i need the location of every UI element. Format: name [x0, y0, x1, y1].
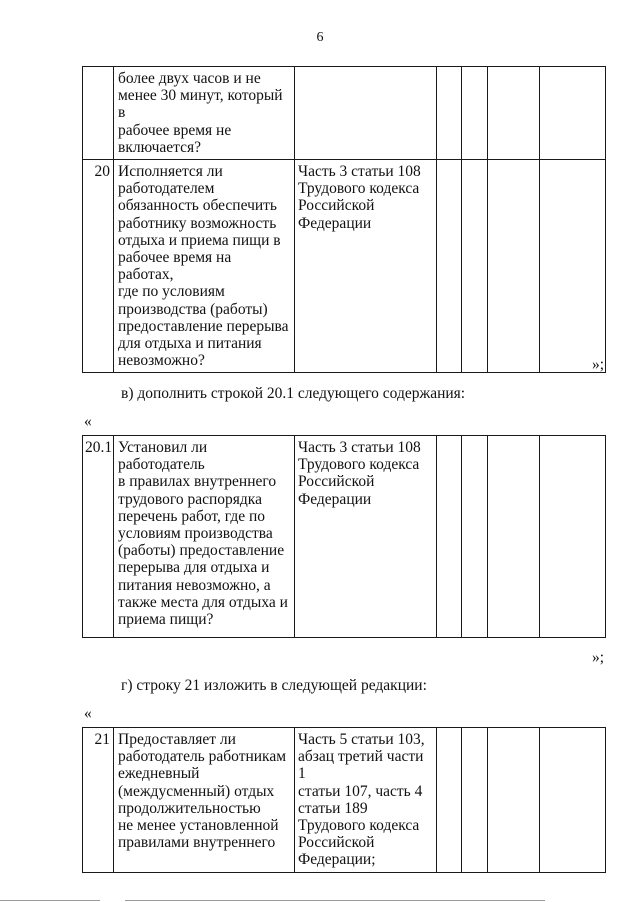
empty-cell	[462, 160, 488, 373]
empty-cell	[540, 160, 606, 373]
empty-cell	[540, 728, 606, 873]
empty-cell	[462, 67, 488, 160]
legal-basis-cell	[295, 67, 437, 160]
empty-cell	[488, 160, 540, 373]
legal-basis-cell: Часть 3 статьи 108 Трудового кодекса Российской Федерации	[295, 436, 437, 638]
table-row	[83, 160, 606, 373]
empty-cell	[437, 160, 462, 373]
empty-cell	[540, 436, 606, 638]
opening-quote: «	[84, 413, 92, 430]
empty-cell	[437, 67, 462, 160]
empty-cell	[462, 436, 488, 638]
question-cell: Исполняется ли работодателем обязанность обеспечить работнику возможность отдыха и приема пищи в рабочее время на работах, где по условиям производства (работы) предоставление перерыва для отдыха и питания невозможно?	[114, 160, 295, 373]
empty-cell	[462, 728, 488, 873]
question-cell: Предоставляет ли работодатель работникам ежедневный (междусменный) отдых продолжительностью не менее установленной правилами внутреннего	[114, 728, 295, 873]
page-number: 6	[316, 30, 324, 45]
checklist-table-3	[82, 727, 606, 873]
opening-quote: «	[84, 705, 92, 722]
table-row	[83, 728, 606, 873]
empty-cell	[540, 67, 606, 160]
row-number: 21	[83, 728, 114, 873]
amendment-instruction-v: в) дополнить строкой 20.1 следующего содержания:	[121, 385, 466, 402]
legal-basis-cell: Часть 5 статьи 103, абзац третий части 1 статьи 107, часть 4 статьи 189 Трудового кодекса Российской Федерации;	[295, 728, 437, 873]
closing-quote: »;	[591, 356, 604, 373]
amendment-instruction-g: г) строку 21 изложить в следующей редакции:	[121, 677, 427, 694]
table-row	[83, 67, 606, 160]
empty-cell	[488, 67, 540, 160]
row-number: 20	[83, 160, 114, 373]
row-number: 20.1	[83, 436, 114, 638]
row-number	[83, 67, 114, 160]
closing-quote: »;	[591, 649, 604, 666]
empty-cell	[488, 436, 540, 638]
scan-artifact-line	[0, 897, 640, 902]
checklist-table-2	[82, 435, 606, 638]
question-cell: Установил ли работодатель в правилах внутреннего трудового распорядка перечень работ, где по условиям производства (работы) предоставление перерыва для отдыха и питания невозможно, а также места для отдыха и приема пищи?	[114, 436, 295, 638]
legal-basis-cell: Часть 3 статьи 108 Трудового кодекса Российской Федерации	[295, 160, 437, 373]
empty-cell	[437, 728, 462, 873]
question-cell: более двух часов и не менее 30 минут, который в рабочее время не включается?	[114, 67, 295, 160]
empty-cell	[488, 728, 540, 873]
checklist-table-1	[82, 66, 606, 373]
table-row	[83, 436, 606, 638]
empty-cell	[437, 436, 462, 638]
